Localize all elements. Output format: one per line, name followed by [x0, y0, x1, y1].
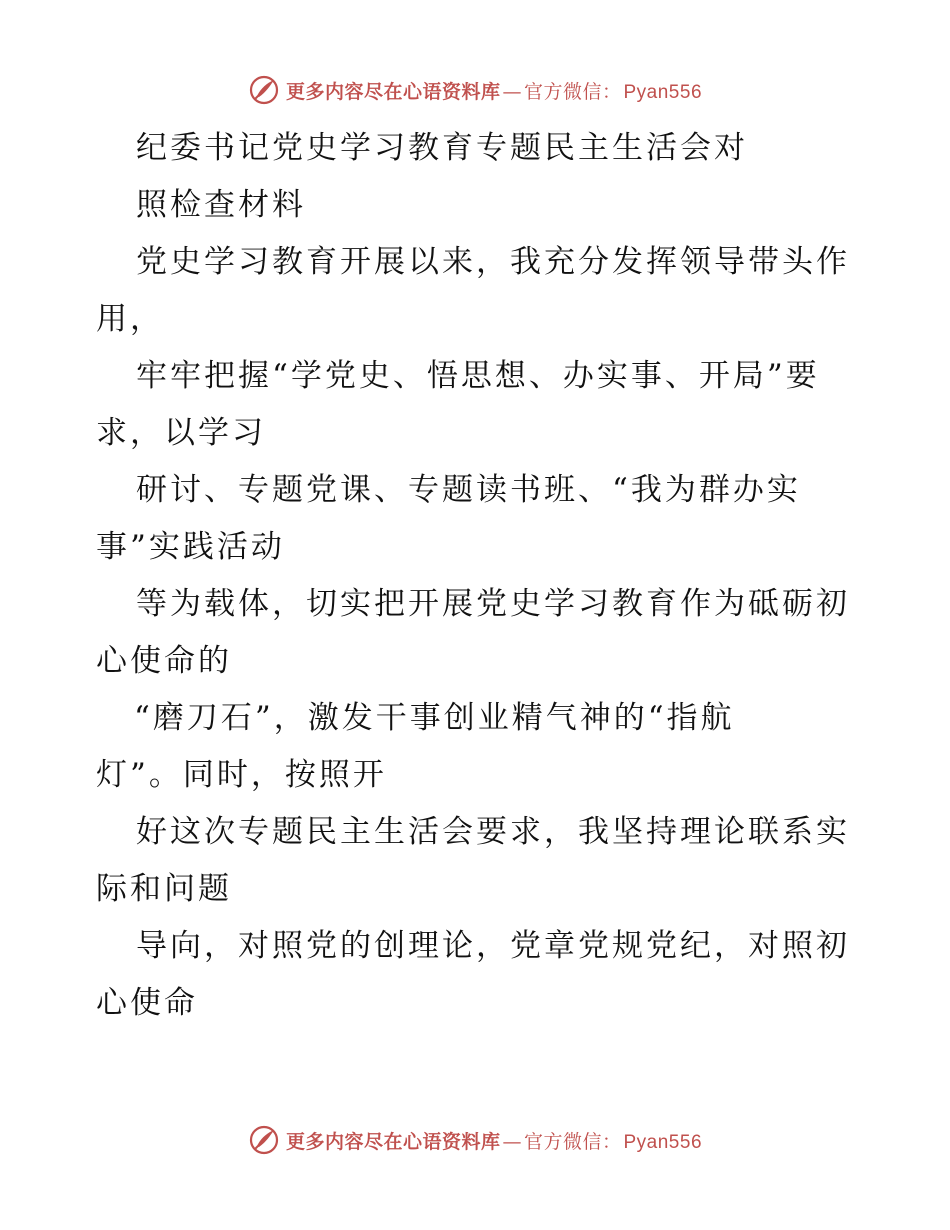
footer-watermark-banner [0, 1120, 950, 1160]
banner-separator: — [502, 1130, 522, 1153]
text-line: 牢牢把握“学党史、悟思想、办实事、开局”要 [136, 358, 820, 394]
text-line: 等为载体，切实把开展党史学习教育作为砥砺初 [136, 586, 850, 622]
text-line: “磨刀石”，激发干事创业精气神的“指航 [134, 700, 735, 736]
text-line: 用， [96, 301, 164, 337]
banner-wechat-label: 官方微信： [523, 1130, 622, 1153]
title-line-1: 纪委书记党史学习教育专题民主生活会对 [136, 130, 748, 166]
banner-separator: — [502, 80, 522, 103]
quill-logo-icon [248, 74, 280, 106]
text-line: 心使命 [96, 985, 198, 1021]
text-line: 际和问题 [96, 871, 232, 907]
banner-site-name: 更多内容尽在心语资料库 [285, 80, 501, 103]
text-line: 研讨、专题党课、专题读书班、“我为群办实 [136, 472, 801, 508]
text-line: 党史学习教育开展以来，我充分发挥领导带头作 [136, 244, 850, 280]
banner-site-name: 更多内容尽在心语资料库 [285, 1130, 501, 1153]
text-line: 事”实践活动 [96, 529, 285, 565]
text-line: 心使命的 [96, 643, 232, 679]
document-body [96, 120, 856, 1032]
text-line: 导向，对照党的创理论，党章党规党纪，对照初 [136, 928, 850, 964]
banner-wechat-id: Pyan556 [623, 81, 703, 103]
text-line: 灯”。同时，按照开 [96, 757, 387, 793]
title-line-2: 照检查材料 [136, 187, 306, 223]
banner-wechat-label: 官方微信： [523, 80, 622, 103]
quill-logo-icon [248, 1124, 280, 1156]
text-line: 好这次专题民主生活会要求，我坚持理论联系实 [136, 814, 850, 850]
banner-wechat-id: Pyan556 [623, 1131, 703, 1153]
header-watermark-banner [0, 70, 950, 110]
text-line: 求，以学习 [96, 415, 266, 451]
